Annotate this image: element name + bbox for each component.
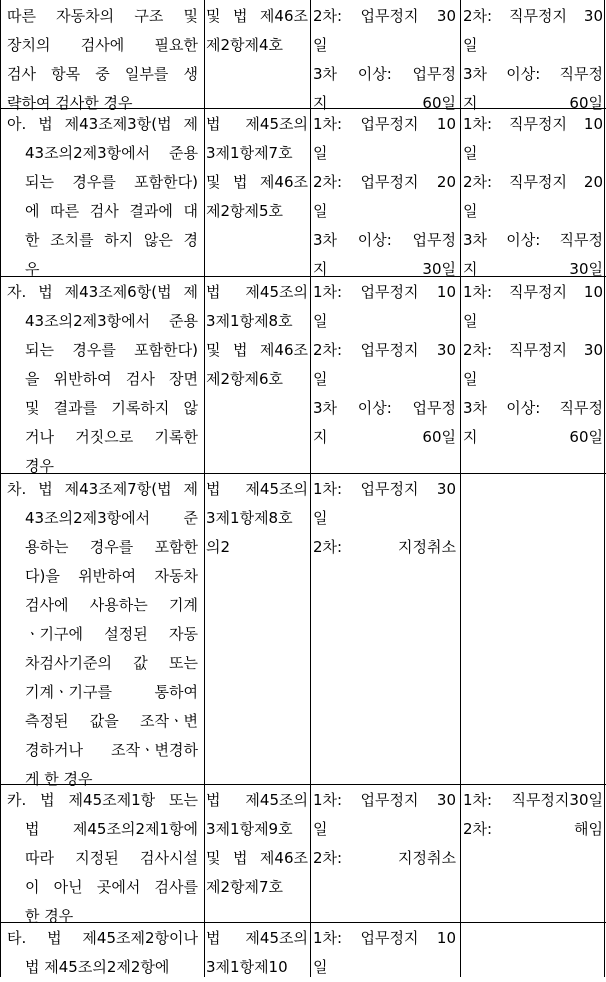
cell-line: 2차: 직무정지 30 bbox=[463, 7, 603, 25]
cell-line: 장치의 검사에 필요한 bbox=[7, 36, 198, 54]
cell-line: 2차: 지정취소 bbox=[313, 538, 456, 556]
cell-line: 카. 법 제45조제1항 또는 bbox=[7, 791, 198, 809]
cell-line: 지 30일 bbox=[463, 260, 603, 278]
cell-line: 43조의2제3항에서 준용 bbox=[25, 312, 198, 330]
violation-cell bbox=[7, 786, 198, 931]
cell-line: 3차 이상: 업무정 bbox=[313, 399, 456, 417]
cell-line: 제2항제5호 bbox=[206, 202, 284, 220]
cell-line: 되는 경우를 포함한다) bbox=[25, 341, 198, 359]
business-penalty-cell bbox=[313, 475, 456, 562]
cell-line: 법 제45조의 bbox=[206, 480, 308, 498]
cell-line: 따른 자동차의 구조 및 bbox=[7, 7, 198, 25]
cell-line: 검사 항목 중 일부를 생 bbox=[7, 65, 198, 83]
cell-line: 일 bbox=[463, 144, 478, 162]
cell-line: 법 제45조의 bbox=[206, 115, 308, 133]
cell-line: 의2 bbox=[206, 538, 231, 556]
cell-line: 2차: 지정취소 bbox=[313, 849, 456, 867]
cell-line: ㆍ기구에 설정된 자동 bbox=[25, 625, 198, 643]
cell-line: 2차: 직무정지 20 bbox=[463, 173, 603, 191]
cell-line: 3제1항제7호 bbox=[206, 144, 293, 162]
cell-line: 경하거나 조작ㆍ변경하 bbox=[25, 741, 198, 759]
cell-line: 략하여 검사한 경우 bbox=[7, 94, 133, 112]
cell-line: 3제1항제10 bbox=[206, 958, 288, 976]
cell-line: 3차 이상: 직무정 bbox=[463, 399, 603, 417]
cell-line: 3제1항제8호 bbox=[206, 312, 293, 330]
cell-line: 및 법 제46조 bbox=[206, 173, 308, 191]
cell-line: 3차 이상: 업무정 bbox=[313, 65, 456, 83]
cell-line: 1차: 직무정지30일 bbox=[463, 791, 603, 809]
cell-line: 일 bbox=[463, 202, 478, 220]
cell-line: 제2항제7호 bbox=[206, 878, 284, 896]
legal-basis-cell bbox=[206, 278, 308, 394]
cell-line: 아. 법 제43조제3항(법 제 bbox=[7, 115, 198, 133]
cell-line: 3차 이상: 직무정 bbox=[463, 65, 603, 83]
cell-line: 1차: 업무정지 10 bbox=[313, 929, 456, 947]
cell-line: 1차: 직무정지 10 bbox=[463, 115, 603, 133]
cell-line: 한 조치를 하지 않은 경 bbox=[25, 231, 198, 249]
business-penalty-cell bbox=[313, 2, 456, 118]
cell-line: 측정된 값을 조작ㆍ변 bbox=[25, 712, 198, 730]
violation-cell bbox=[7, 278, 198, 481]
cell-line: 에 따른 검사 결과에 대 bbox=[25, 202, 198, 220]
cell-line: 법 제45조의2제1항에 bbox=[25, 820, 198, 838]
business-penalty-cell bbox=[313, 278, 456, 452]
cell-line: 법 제45조의 bbox=[206, 283, 308, 301]
cell-line: 일 bbox=[313, 509, 328, 527]
cell-line: 타. 법 제45조제2항이나 bbox=[7, 929, 198, 947]
cell-line: 자. 법 제43조제6항(법 제 bbox=[7, 283, 198, 301]
cell-line: 지 60일 bbox=[313, 94, 456, 112]
business-penalty-cell bbox=[313, 924, 456, 982]
cell-line: 제2항제4호 bbox=[206, 36, 284, 54]
cell-line: 제2항제6호 bbox=[206, 370, 284, 388]
legal-basis-cell bbox=[206, 110, 308, 226]
violation-cell bbox=[7, 110, 198, 284]
cell-line: 게 한 경우 bbox=[25, 770, 93, 788]
cell-line: 법 제45조의 bbox=[206, 791, 308, 809]
cell-line: 1차: 업무정지 30 bbox=[313, 791, 456, 809]
cell-line: 용하는 경우를 포함한 bbox=[25, 538, 198, 556]
cell-line: 지 30일 bbox=[313, 260, 456, 278]
cell-line: 을 위반하여 검사 장면 bbox=[25, 370, 198, 388]
cell-line: 및 법 제46조 bbox=[206, 341, 308, 359]
legal-basis-cell bbox=[206, 475, 308, 562]
legal-basis-cell bbox=[206, 786, 308, 902]
cell-line: 한 경우 bbox=[25, 907, 74, 925]
column-divider bbox=[310, 0, 311, 977]
cell-line: 43조의2제3항에서 준용 bbox=[25, 144, 198, 162]
duty-penalty-cell bbox=[463, 110, 603, 284]
cell-line: 1차: 직무정지 10 bbox=[463, 283, 603, 301]
cell-line: 경우 bbox=[25, 457, 54, 475]
column-divider bbox=[204, 0, 205, 977]
cell-line: 2차: 직무정지 30 bbox=[463, 341, 603, 359]
cell-line: 3제1항제9호 bbox=[206, 820, 293, 838]
cell-line: 우 bbox=[25, 260, 40, 278]
legal-basis-cell bbox=[206, 2, 308, 60]
cell-line: 일 bbox=[463, 370, 478, 388]
cell-line: 지 60일 bbox=[313, 428, 456, 446]
cell-line: 차검사기준의 값 또는 bbox=[25, 654, 198, 672]
cell-line: 2차: 업무정지 30 bbox=[313, 341, 456, 359]
cell-line: 1차: 업무정지 10 bbox=[313, 115, 456, 133]
cell-line: 검사에 사용하는 기계 bbox=[25, 596, 198, 614]
cell-line: 거나 거짓으로 기록한 bbox=[25, 428, 198, 446]
cell-line: 법 제45조의 bbox=[206, 929, 308, 947]
cell-line: 3차 이상: 업무정 bbox=[313, 231, 456, 249]
cell-line: 지 60일 bbox=[463, 94, 603, 112]
violation-cell bbox=[7, 475, 198, 794]
duty-penalty-cell bbox=[463, 786, 603, 844]
legal-basis-cell bbox=[206, 924, 308, 982]
cell-line: 일 bbox=[313, 36, 328, 54]
business-penalty-cell bbox=[313, 786, 456, 873]
cell-line: 및 법 제46조 bbox=[206, 849, 308, 867]
cell-line: 1차: 업무정지 10 bbox=[313, 283, 456, 301]
cell-line: 및 결과를 기록하지 않 bbox=[25, 399, 198, 417]
cell-line: 일 bbox=[313, 144, 328, 162]
table-border-left bbox=[0, 0, 1, 977]
cell-line: 1차: 업무정지 30 bbox=[313, 480, 456, 498]
cell-line: 차. 법 제43조제7항(법 제 bbox=[7, 480, 198, 498]
violation-cell bbox=[7, 2, 198, 118]
cell-line: 일 bbox=[313, 958, 328, 976]
cell-line: 일 bbox=[463, 312, 478, 330]
cell-line: 일 bbox=[313, 312, 328, 330]
cell-line: 및 법 제46조 bbox=[206, 7, 308, 25]
cell-line: 3제1항제8호 bbox=[206, 509, 293, 527]
cell-line: 43조의2제3항에서 준 bbox=[25, 509, 198, 527]
cell-line: 이 아닌 곳에서 검사를 bbox=[25, 878, 198, 896]
duty-penalty-cell bbox=[463, 2, 603, 118]
table-border-right bbox=[604, 0, 605, 977]
cell-line: 3차 이상: 직무정 bbox=[463, 231, 603, 249]
cell-line: 2차: 해임 bbox=[463, 820, 603, 838]
cell-line: 2차: 업무정지 20 bbox=[313, 173, 456, 191]
cell-line: 일 bbox=[313, 370, 328, 388]
cell-line: 다)을 위반하여 자동차 bbox=[25, 567, 198, 585]
cell-line: 법 제45조의2제2항에 bbox=[25, 958, 170, 976]
cell-line: 일 bbox=[313, 820, 328, 838]
cell-line: 따라 지정된 검사시설 bbox=[25, 849, 198, 867]
cell-line: 되는 경우를 포함한다) bbox=[25, 173, 198, 191]
column-divider bbox=[460, 0, 461, 977]
cell-line: 일 bbox=[313, 202, 328, 220]
duty-penalty-cell bbox=[463, 278, 603, 452]
cell-line: 지 60일 bbox=[463, 428, 603, 446]
violation-cell bbox=[7, 924, 198, 982]
business-penalty-cell bbox=[313, 110, 456, 284]
cell-line: 기계ㆍ기구를 통하여 bbox=[25, 683, 198, 701]
cell-line: 일 bbox=[463, 36, 478, 54]
cell-line: 2차: 업무정지 30 bbox=[313, 7, 456, 25]
